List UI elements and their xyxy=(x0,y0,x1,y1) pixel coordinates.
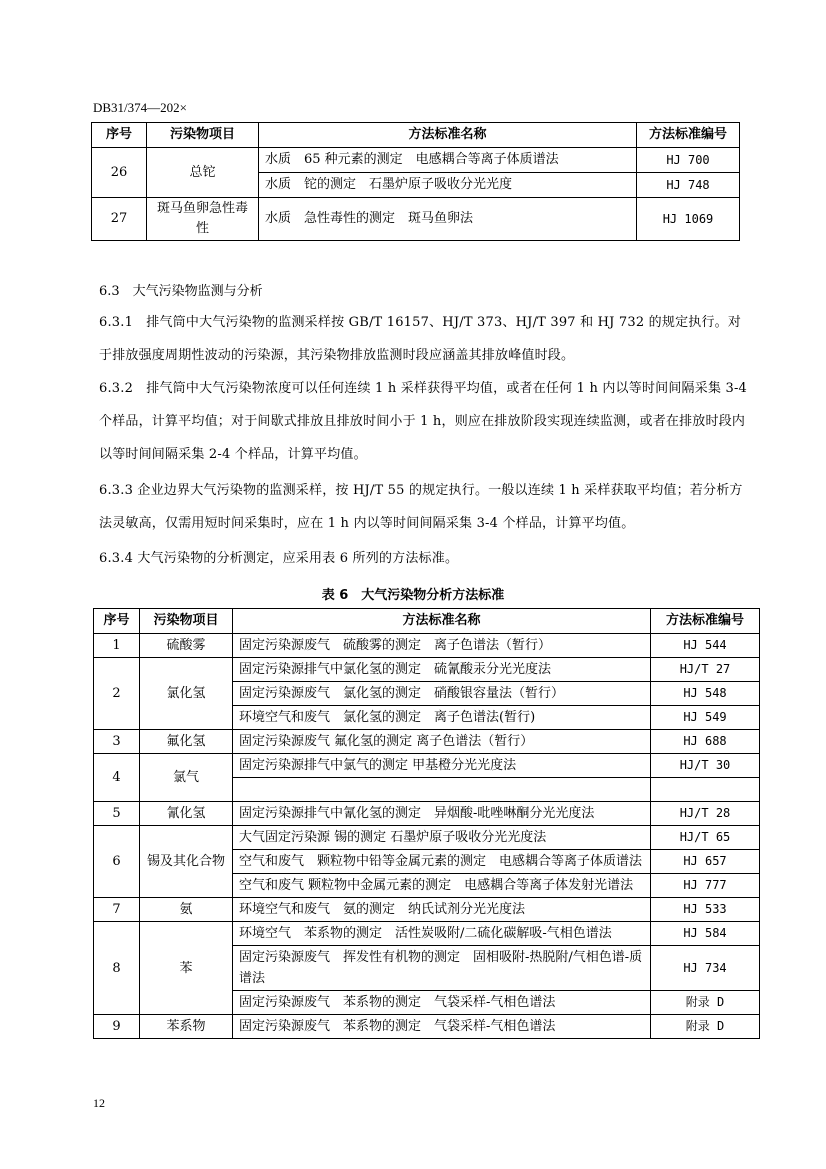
method-code: HJ 1069 xyxy=(637,198,740,241)
continued-water-methods-table xyxy=(91,122,740,241)
row-no: 4 xyxy=(94,754,140,802)
method-name xyxy=(233,778,651,802)
air-pollutant-methods-table xyxy=(93,608,760,1039)
method-code: HJ 657 xyxy=(651,850,760,874)
method-name: 空气和废气 颗粒物中金属元素的测定 电感耦合等离子体发射光谱法 xyxy=(233,874,651,898)
method-name: 固定污染源排气中氯气的测定 甲基橙分光光度法 xyxy=(233,754,651,778)
paragraph-6-3-1: 6.3.1 排气筒中大气污染物的监测采样按 GB/T 16157、HJ/T 373、HJ/T 397 和 HJ 732 的规定执行。对于排放强度周期性波动的污染源，其污染物排放监测时段应涵盖其排放峰值时段。 xyxy=(99,315,742,363)
row-no: 8 xyxy=(94,922,140,1015)
paragraph-6-3-4: 6.3.4 大气污染物的分析测定，应采用表 6 所列的方法标准。 xyxy=(99,551,459,566)
row-no: 5 xyxy=(94,802,140,826)
method-code: HJ 584 xyxy=(651,922,760,946)
row-item: 氯化氢 xyxy=(140,658,233,730)
table-row xyxy=(92,148,740,173)
header-item: 污染物项目 xyxy=(140,609,233,634)
row-item: 氰化氢 xyxy=(140,802,233,826)
row-no: 1 xyxy=(94,634,140,658)
row-item: 氟化氢 xyxy=(140,730,233,754)
method-code xyxy=(651,778,760,802)
table-row xyxy=(94,634,760,658)
method-code: HJ 548 xyxy=(651,682,760,706)
method-code: HJ/T 27 xyxy=(651,658,760,682)
row-no: 3 xyxy=(94,730,140,754)
table-row xyxy=(94,658,760,682)
method-name: 水质 急性毒性的测定 斑马鱼卵法 xyxy=(259,198,637,241)
method-code: HJ 748 xyxy=(637,173,740,198)
row-item: 苯系物 xyxy=(140,1015,233,1039)
section-title: 6.3 大气污染物监测与分析 xyxy=(99,284,263,299)
table-row xyxy=(94,802,760,826)
paragraph-6-3-2: 6.3.2 排气筒中大气污染物浓度可以任何连续 1 h 采样获得平均值，或者在任何 1 h 内以等时间间隔采集 3-4 个样品，计算平均值；对于间歇式排放且排放时间小于 1 h，则应在排放阶段实现连续监测，或者在排放时段内以等时间间隔采集 2-4 个样品，计算平均值。 xyxy=(99,381,748,462)
method-code: HJ 544 xyxy=(651,634,760,658)
row-no: 7 xyxy=(94,898,140,922)
row-no: 2 xyxy=(94,658,140,730)
header-method-name: 方法标准名称 xyxy=(233,609,651,634)
table-header-row xyxy=(94,609,760,634)
method-name: 环境空气和废气 氯化氢的测定 离子色谱法(暂行) xyxy=(233,706,651,730)
row-no: 9 xyxy=(94,1015,140,1039)
header-no: 序号 xyxy=(94,609,140,634)
row-item: 总铊 xyxy=(147,148,259,198)
table-row xyxy=(94,754,760,778)
row-item: 苯 xyxy=(140,922,233,1015)
method-code: HJ 734 xyxy=(651,946,760,991)
method-name: 环境空气和废气 氨的测定 纳氏试剂分光光度法 xyxy=(233,898,651,922)
table-row xyxy=(92,198,740,241)
row-no: 26 xyxy=(92,148,147,198)
method-name: 固定污染源排气中氰化氢的测定 异烟酸-吡唑啉酮分光光度法 xyxy=(233,802,651,826)
table-row xyxy=(94,826,760,850)
page-number: 12 xyxy=(93,1096,105,1110)
table-header-row xyxy=(92,123,740,148)
table-row xyxy=(94,730,760,754)
row-item: 硫酸雾 xyxy=(140,634,233,658)
method-name: 空气和废气 颗粒物中铅等金属元素的测定 电感耦合等离子体质谱法 xyxy=(233,850,651,874)
header-method-code: 方法标准编号 xyxy=(651,609,760,634)
row-item: 氨 xyxy=(140,898,233,922)
table-6-caption: 表 6 大气污染物分析方法标准 xyxy=(321,588,505,603)
method-code: HJ 533 xyxy=(651,898,760,922)
method-code: HJ/T 30 xyxy=(651,754,760,778)
method-name: 水质 铊的测定 石墨炉原子吸收分光光度 xyxy=(259,173,637,198)
method-code: HJ 549 xyxy=(651,706,760,730)
table-row xyxy=(94,898,760,922)
method-name: 固定污染源废气 苯系物的测定 气袋采样-气相色谱法 xyxy=(233,991,651,1015)
header-method-name: 方法标准名称 xyxy=(259,123,637,148)
method-name: 水质 65 种元素的测定 电感耦合等离子体质谱法 xyxy=(259,148,637,173)
table-row xyxy=(94,1015,760,1039)
method-code: 附录 D xyxy=(651,1015,760,1039)
header-no: 序号 xyxy=(92,123,147,148)
row-item: 氯气 xyxy=(140,754,233,802)
row-item: 斑马鱼卵急性毒性 xyxy=(147,198,259,241)
method-name: 固定污染源废气 硫酸雾的测定 离子色谱法（暂行） xyxy=(233,634,651,658)
method-name: 固定污染源废气 挥发性有机物的测定 固相吸附-热脱附/气相色谱-质谱法 xyxy=(233,946,651,991)
method-code: HJ/T 28 xyxy=(651,802,760,826)
method-name: 环境空气 苯系物的测定 活性炭吸附/二硫化碳解吸-气相色谱法 xyxy=(233,922,651,946)
row-no: 6 xyxy=(94,826,140,898)
method-name: 固定污染源废气 氯化氢的测定 硝酸银容量法（暂行） xyxy=(233,682,651,706)
method-name: 固定污染源废气 苯系物的测定 气袋采样-气相色谱法 xyxy=(233,1015,651,1039)
document-code: DB31/374—202× xyxy=(93,100,188,115)
method-code: HJ/T 65 xyxy=(651,826,760,850)
header-item: 污染物项目 xyxy=(147,123,259,148)
method-code: HJ 777 xyxy=(651,874,760,898)
paragraph-6-3-3: 6.3.3 企业边界大气污染物的监测采样，按 HJ/T 55 的规定执行。一般以连续 1 h 采样获取平均值；若分析方法灵敏高，仅需用短时间采集时，应在 1 h 内以等时间间隔采集 3-4 个样品，计算平均值。 xyxy=(99,483,743,531)
method-name: 固定污染源排气中氯化氢的测定 硫氰酸汞分光光度法 xyxy=(233,658,651,682)
row-item: 锡及其化合物 xyxy=(140,826,233,898)
table-row xyxy=(94,922,760,946)
method-code: 附录 D xyxy=(651,991,760,1015)
method-name: 大气固定污染源 锡的测定 石墨炉原子吸收分光光度法 xyxy=(233,826,651,850)
method-code: HJ 700 xyxy=(637,148,740,173)
row-no: 27 xyxy=(92,198,147,241)
method-name: 固定污染源废气 氟化氢的测定 离子色谱法（暂行） xyxy=(233,730,651,754)
method-code: HJ 688 xyxy=(651,730,760,754)
header-method-code: 方法标准编号 xyxy=(637,123,740,148)
